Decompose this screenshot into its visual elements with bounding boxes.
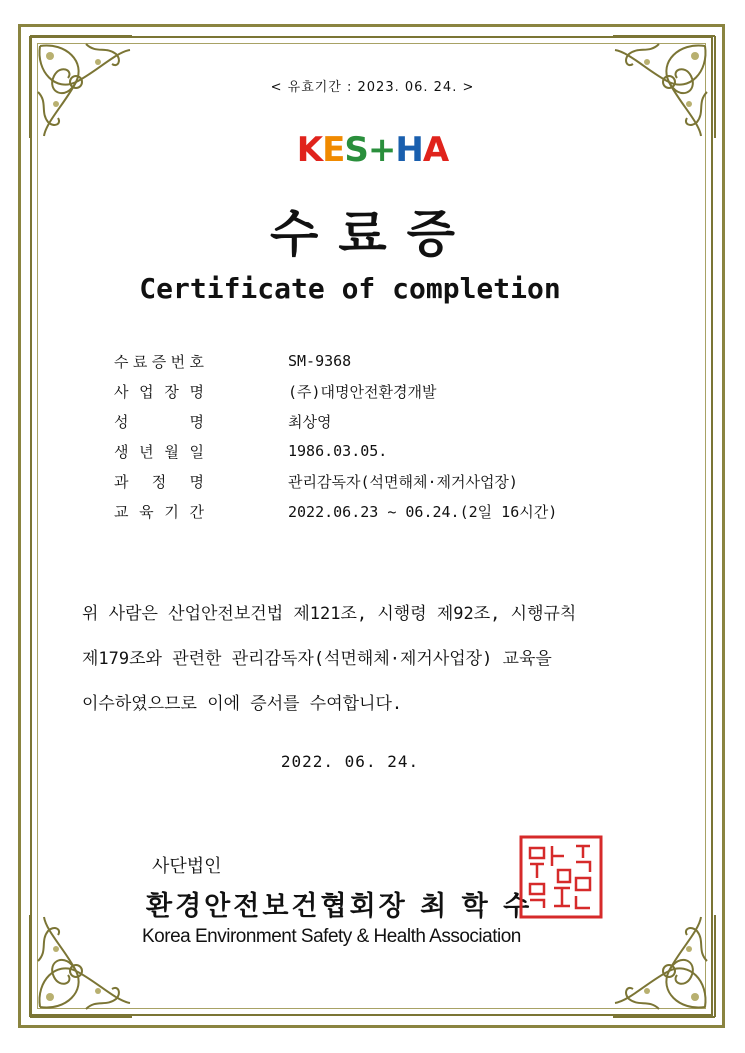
organization-president-name: 환경안전보건협회장 최 학 수 xyxy=(146,891,533,922)
statement-line: 이수하였으므로 이에 증서를 수여합니다. xyxy=(82,694,403,714)
field-row xyxy=(114,376,674,406)
logo-letter: H xyxy=(395,130,423,170)
statement-line: 위 사람은 산업안전보건법 제121조, 시행령 제92조, 시행규칙 xyxy=(82,604,577,624)
certificate-statement xyxy=(82,592,682,727)
logo-letter: K xyxy=(296,130,323,170)
field-value: (주)대명안전환경개발 xyxy=(288,382,437,401)
certificate-title-english: Certificate of completion xyxy=(139,272,561,305)
certificate-fields xyxy=(114,346,674,526)
certificate-title-korean: 수료증 xyxy=(270,204,475,263)
issue-date: 2022. 06. 24. xyxy=(280,752,420,771)
field-value: 관리감독자(석면해체·제거사업장) xyxy=(288,472,518,491)
corner-ornament-icon xyxy=(609,911,719,1021)
field-row xyxy=(114,496,674,526)
field-value: 1986.03.05. xyxy=(288,442,388,460)
field-label: 사 업 장 명 xyxy=(114,382,204,401)
field-value: 2022.06.23 ~ 06.24.(2일 16시간) xyxy=(288,502,558,521)
field-row xyxy=(114,346,674,376)
official-seal-icon xyxy=(518,834,604,920)
logo-letter: E xyxy=(322,130,345,170)
field-row xyxy=(114,466,674,496)
field-label: 수 료 증 번 호 xyxy=(114,352,204,371)
logo-letter: A xyxy=(422,130,449,170)
field-label: 성 명 xyxy=(114,412,204,431)
organization-english-name: Korea Environment Safety & Health Association xyxy=(142,926,521,947)
statement-line: 제179조와 관련한 관리감독자(석면해체·제거사업장) 교육을 xyxy=(82,649,552,669)
field-row xyxy=(114,406,674,436)
field-label: 생 년 월 일 xyxy=(114,442,204,461)
field-label: 과 정 명 xyxy=(114,472,204,491)
organization-type: 사단법인 xyxy=(152,856,222,877)
field-label: 교 육 기 간 xyxy=(114,502,204,521)
field-row xyxy=(114,436,674,466)
field-value: SM-9368 xyxy=(288,352,352,370)
seal-pattern xyxy=(530,846,590,908)
logo-letter: S xyxy=(344,130,368,170)
validity-period: < 유효기간 : 2023. 06. 24. > xyxy=(270,80,475,95)
logo-letter: + xyxy=(367,130,396,170)
field-value: 최상영 xyxy=(288,412,332,431)
kesha-logo xyxy=(0,130,745,170)
certificate-border-inner-line xyxy=(37,43,706,1009)
corner-ornament-icon xyxy=(26,911,136,1021)
